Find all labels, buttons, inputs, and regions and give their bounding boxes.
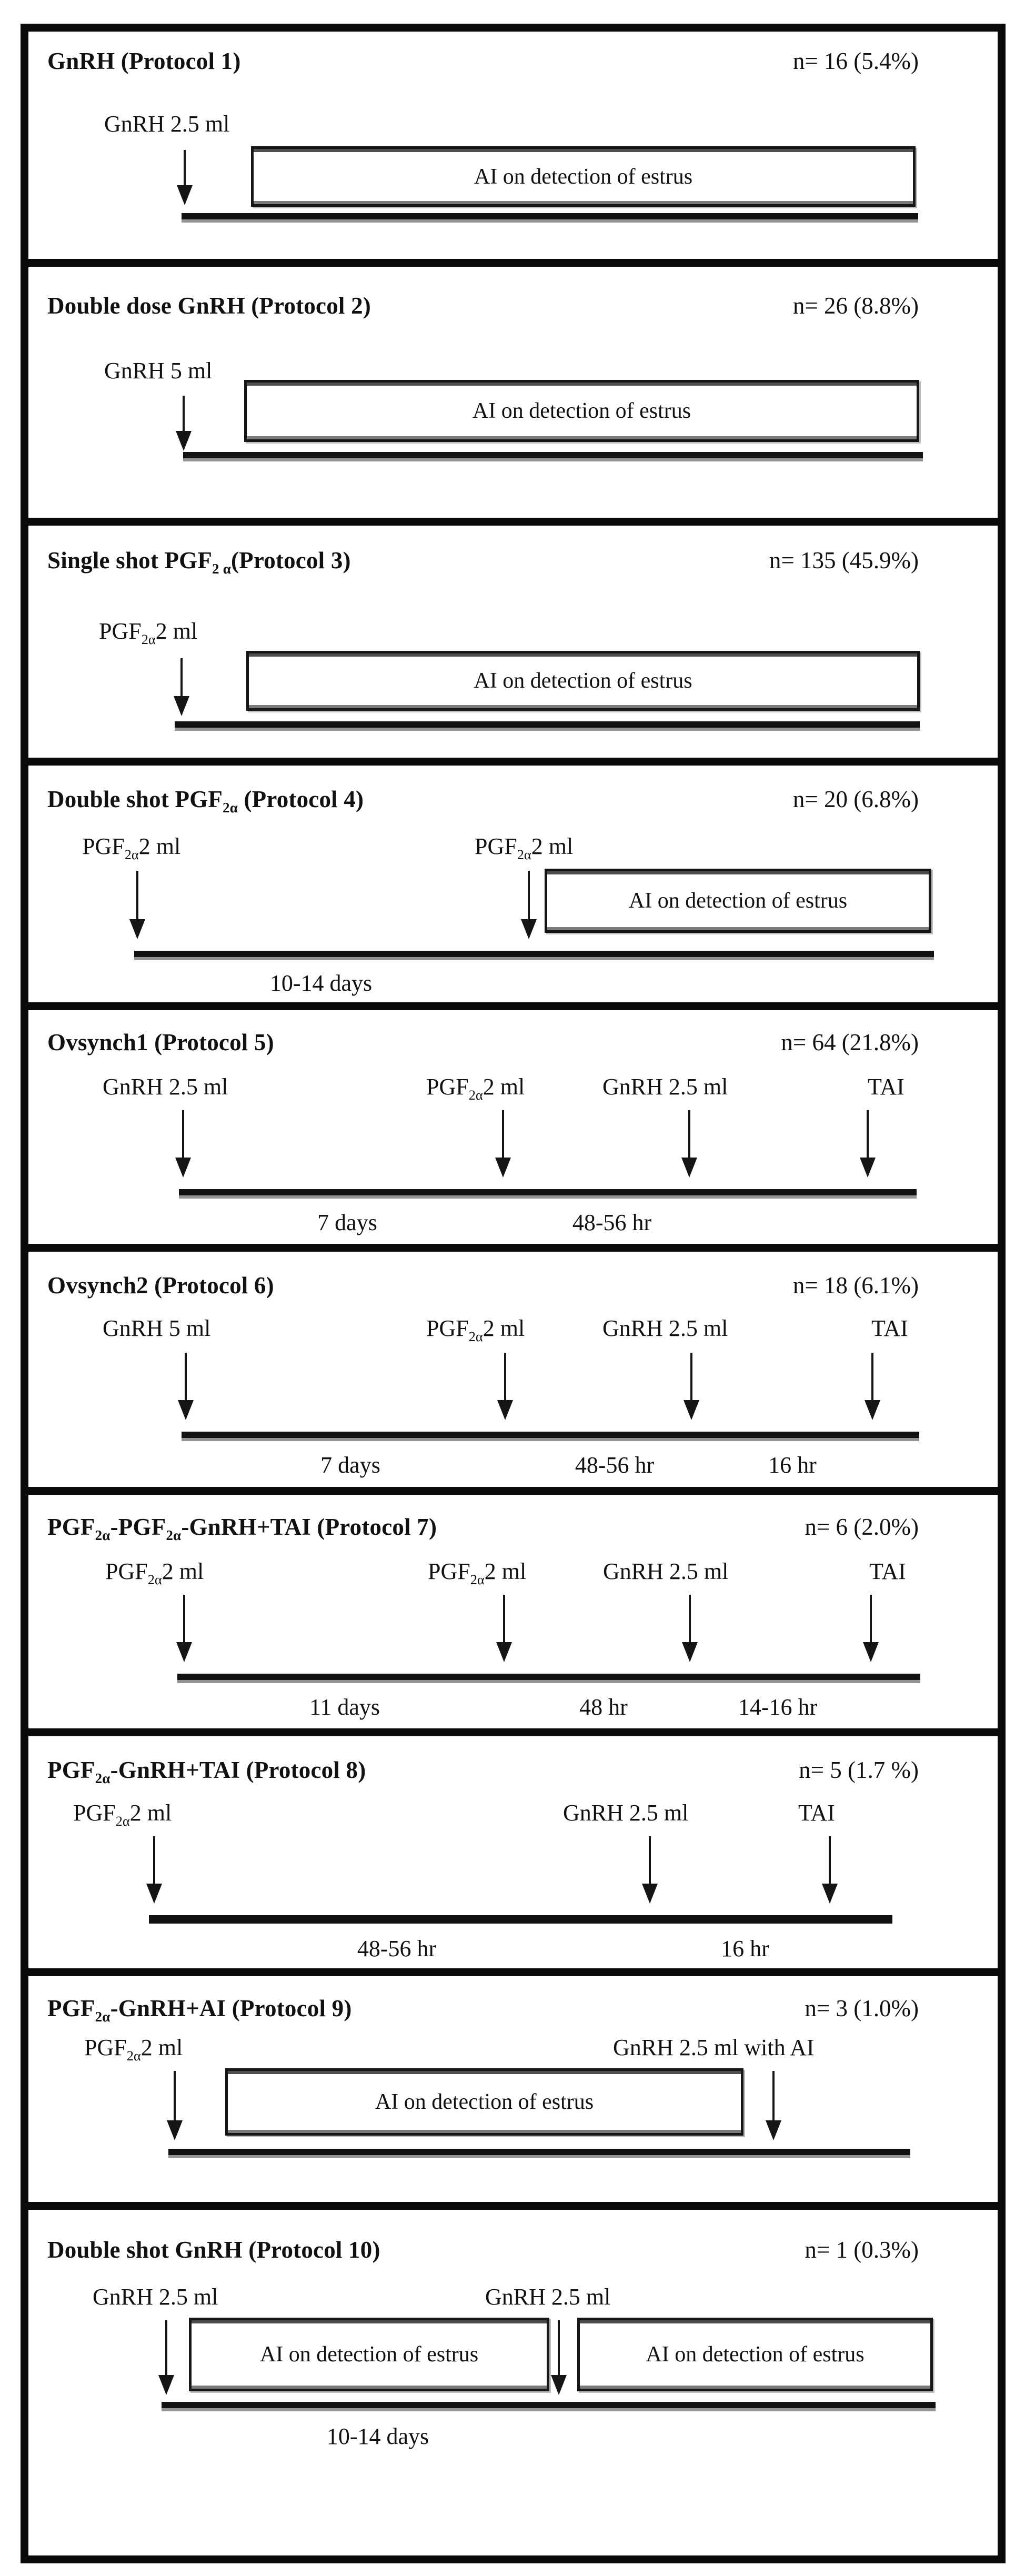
arrow-head: [496, 1642, 512, 1662]
down-arrow-icon: [176, 1595, 192, 1662]
timeline-bar: [182, 1432, 919, 1438]
treatment-label: $PGF_{2\alpha}2$ ml: [84, 2035, 183, 2064]
down-arrow-icon: [863, 1595, 879, 1662]
protocol-panel-8: [28, 1736, 998, 1976]
ai-detection-box-label: AI on detection of estrus: [628, 889, 848, 913]
treatment-label: $PGF_{2\alpha}2$ ml: [428, 1558, 527, 1587]
panel-sample-count: n= 26 (8.8%): [792, 293, 919, 319]
arrow-shaft: [867, 1110, 869, 1160]
ai-detection-box-label: AI on detection of estrus: [259, 2342, 479, 2367]
arrow-shaft: [165, 2320, 167, 2377]
protocol-panel-10: [28, 2210, 998, 2484]
arrow-head: [497, 1400, 513, 1420]
down-arrow-icon: [766, 2071, 781, 2140]
timeline-bar: [149, 1915, 892, 1924]
arrow-shaft: [558, 2320, 560, 2377]
ai-detection-box: [225, 2068, 743, 2136]
arrow-head: [684, 1400, 699, 1420]
arrow-head: [766, 2120, 781, 2140]
treatment-label: GnRH 5 ml: [104, 358, 213, 384]
timeline-bar: [183, 452, 923, 458]
arrow-shaft: [185, 1353, 187, 1402]
ai-detection-box-label: AI on detection of estrus: [474, 164, 693, 189]
interval-label: 7 days: [317, 1210, 377, 1235]
down-arrow-icon: [684, 1353, 699, 1420]
protocol-panel-4: [28, 766, 998, 1010]
timeline-bar: [175, 721, 920, 728]
down-arrow-icon: [497, 1353, 513, 1420]
treatment-label: GnRH 2.5 ml with AI: [613, 2035, 815, 2060]
ai-detection-box: [545, 869, 931, 933]
down-arrow-icon: [146, 1836, 162, 1904]
arrow-shaft: [871, 1353, 873, 1402]
treatment-label: $PGF_{2\alpha}2$ ml: [73, 1800, 172, 1829]
interval-label: 48 hr: [579, 1694, 628, 1720]
panel-sample-count: n= 135 (45.9%): [769, 547, 919, 573]
interval-label: 10-14 days: [269, 970, 373, 996]
treatment-label: GnRH 2.5 ml: [103, 1074, 228, 1100]
arrow-shaft: [174, 2071, 176, 2122]
arrow-head: [178, 1400, 194, 1420]
ai-detection-box-label: AI on detection of estrus: [474, 669, 692, 693]
down-arrow-icon: [860, 1110, 876, 1178]
arrow-shaft: [688, 1110, 690, 1160]
down-arrow-icon: [551, 2320, 567, 2395]
arrow-shaft: [504, 1353, 506, 1402]
treatment-label: GnRH 2.5 ml: [93, 2284, 218, 2310]
ai-detection-box-label: AI on detection of estrus: [646, 2342, 865, 2367]
arrow-head: [865, 1400, 880, 1420]
arrow-head: [146, 1884, 162, 1904]
treatment-label: TAI: [871, 1315, 908, 1341]
ai-detection-box: [577, 2318, 933, 2391]
arrow-shaft: [183, 1595, 185, 1644]
treatment-label: $PGF_{2\alpha}2$ ml: [105, 1558, 204, 1587]
down-arrow-icon: [822, 1836, 838, 1904]
panel-title: Double shot GnRH (Protocol 10): [47, 2237, 380, 2263]
down-arrow-icon: [521, 871, 537, 939]
arrow-head: [681, 1158, 697, 1178]
down-arrow-icon: [865, 1353, 880, 1420]
timeline-bar: [162, 2402, 936, 2408]
ai-detection-box: [189, 2318, 549, 2391]
panel-title: Double dose GnRH (Protocol 2): [47, 293, 371, 319]
arrow-shaft: [772, 2071, 775, 2122]
arrow-shaft: [503, 1595, 505, 1644]
arrow-head: [822, 1884, 838, 1904]
treatment-label: $PGF_{2\alpha}2$ ml: [82, 833, 181, 862]
treatment-label: $PGF_{2\alpha}2$ ml: [475, 833, 574, 862]
arrow-head: [176, 431, 192, 451]
down-arrow-icon: [129, 871, 145, 939]
protocol-panel-5: [28, 1010, 998, 1252]
treatment-label: TAI: [868, 1074, 905, 1100]
panel-sample-count: n= 18 (6.1%): [792, 1272, 919, 1299]
outer-frame: [21, 24, 1006, 2563]
arrow-shaft: [183, 396, 185, 433]
arrow-shaft: [184, 150, 186, 187]
treatment-label: GnRH 5 ml: [103, 1315, 211, 1341]
interval-label: 48-56 hr: [357, 1936, 437, 1961]
treatment-label: GnRH 2.5 ml: [563, 1800, 689, 1826]
treatment-label: TAI: [869, 1558, 906, 1584]
panel-sample-count: n= 3 (1.0%): [805, 1995, 919, 2021]
interval-label: 7 days: [320, 1452, 380, 1478]
arrow-shaft: [502, 1110, 504, 1160]
ai-detection-box-label: AI on detection of estrus: [375, 2090, 594, 2114]
treatment-label: $PGF_{2\alpha}2$ ml: [99, 618, 198, 647]
timeline-bar: [182, 213, 918, 219]
arrow-head: [174, 696, 189, 716]
ai-detection-box: [251, 146, 916, 207]
treatment-label: $PGF_{2\alpha}2$ ml: [426, 1074, 525, 1103]
panel-sample-count: n= 6 (2.0%): [805, 1514, 919, 1540]
arrow-head: [176, 1642, 192, 1662]
panel-sample-count: n= 20 (6.8%): [792, 786, 919, 812]
timeline-bar: [177, 1674, 920, 1680]
interval-label: 14-16 hr: [738, 1694, 818, 1720]
arrow-head: [860, 1158, 876, 1178]
down-arrow-icon: [496, 1595, 512, 1662]
arrow-head: [158, 2375, 174, 2395]
treatment-label: GnRH 2.5 ml: [485, 2284, 611, 2310]
timeline-bar: [168, 2149, 910, 2155]
panel-title: $PGF_{2\alpha}-GnRH+AI$ (Protocol 9): [47, 1995, 352, 2025]
arrow-head: [177, 185, 193, 205]
interval-label: 48-56 hr: [575, 1452, 655, 1478]
ai-detection-box: [244, 380, 919, 442]
panel-title: Double shot $PGF_{2\alpha}$ (Protocol 4): [47, 786, 364, 816]
down-arrow-icon: [177, 150, 193, 205]
down-arrow-icon: [158, 2320, 174, 2395]
down-arrow-icon: [174, 658, 189, 716]
arrow-head: [129, 919, 145, 939]
arrow-head: [863, 1642, 879, 1662]
treatment-label: $PGF_{2\alpha}2$ ml: [426, 1315, 525, 1344]
panel-title: Ovsynch1 (Protocol 5): [47, 1029, 274, 1055]
panel-sample-count: n= 64 (21.8%): [781, 1029, 919, 1055]
arrow-head: [175, 1158, 191, 1178]
protocol-panel-6: [28, 1252, 998, 1495]
arrow-shaft: [153, 1836, 155, 1886]
arrow-shaft: [829, 1836, 831, 1886]
arrow-head: [167, 2120, 183, 2140]
timeline-bar: [134, 951, 934, 957]
arrow-shaft: [136, 871, 138, 921]
arrow-head: [682, 1642, 698, 1662]
treatment-label: GnRH 2.5 ml: [602, 1315, 728, 1341]
arrow-shaft: [182, 1110, 184, 1160]
arrow-head: [551, 2375, 567, 2395]
arrow-shaft: [649, 1836, 651, 1886]
timeline-bar: [179, 1189, 917, 1195]
arrow-shaft: [690, 1353, 692, 1402]
arrow-head: [521, 919, 537, 939]
panel-title: Single shot $PGF_{2 \alpha}(Protocol$ 3): [47, 547, 351, 577]
arrow-shaft: [689, 1595, 691, 1644]
protocol-panel-3: [28, 526, 998, 766]
panel-sample-count: n= 16 (5.4%): [792, 48, 919, 74]
arrow-shaft: [180, 658, 183, 698]
down-arrow-icon: [642, 1836, 658, 1904]
protocol-panel-7: [28, 1495, 998, 1736]
interval-label: 48-56 hr: [572, 1210, 652, 1235]
panel-sample-count: n= 5 (1.7 %): [799, 1757, 919, 1783]
arrow-shaft: [528, 871, 530, 921]
panel-title: Ovsynch2 (Protocol 6): [47, 1272, 274, 1299]
treatment-label: TAI: [798, 1800, 835, 1826]
arrow-head: [642, 1884, 658, 1904]
treatment-label: GnRH 2.5 ml: [603, 1558, 729, 1584]
down-arrow-icon: [178, 1353, 194, 1420]
down-arrow-icon: [495, 1110, 511, 1178]
panel-title: GnRH (Protocol 1): [47, 48, 241, 74]
arrow-shaft: [870, 1595, 872, 1644]
panel-title: $PGF_{2\alpha}-GnRH+TAI$ (Protocol 8): [47, 1757, 366, 1786]
ai-detection-box-label: AI on detection of estrus: [472, 399, 691, 423]
ai-detection-box: [246, 651, 920, 711]
down-arrow-icon: [175, 1110, 191, 1178]
treatment-label: GnRH 2.5 ml: [602, 1074, 728, 1100]
treatment-label: GnRH 2.5 ml: [104, 111, 230, 137]
panel-sample-count: n= 1 (0.3%): [805, 2237, 919, 2263]
down-arrow-icon: [176, 396, 192, 451]
interval-label: 16 hr: [768, 1452, 817, 1478]
interval-label: 11 days: [309, 1694, 380, 1720]
interval-label: 16 hr: [721, 1936, 769, 1961]
arrow-head: [495, 1158, 511, 1178]
down-arrow-icon: [682, 1595, 698, 1662]
down-arrow-icon: [167, 2071, 183, 2140]
protocol-panel-1: [28, 32, 998, 267]
protocol-panel-2: [28, 267, 998, 526]
interval-label: 10-14 days: [326, 2423, 429, 2449]
protocol-panel-9: [28, 1976, 998, 2210]
panel-title: $PGF_{2\alpha}-PGF_{2\alpha}-GnRH+TAI$ (Protocol 7): [47, 1514, 437, 1543]
down-arrow-icon: [681, 1110, 697, 1178]
